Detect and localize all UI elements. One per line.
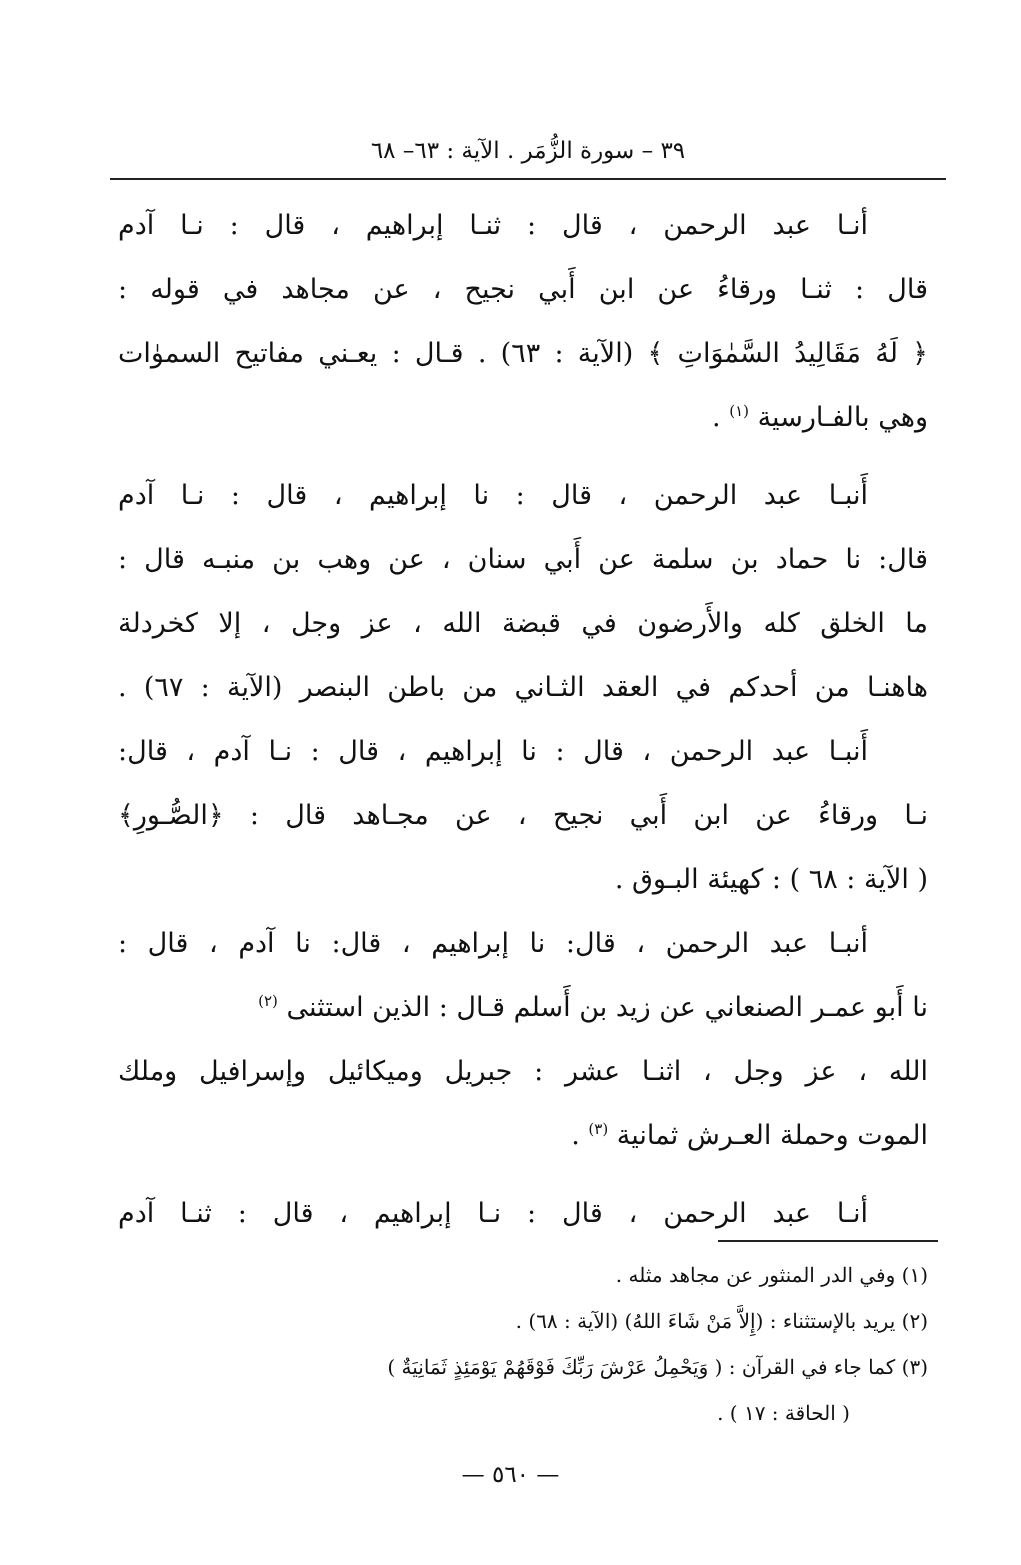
text-line [118, 1104, 928, 1168]
paragraph-gap [118, 1168, 928, 1182]
main-text [118, 194, 928, 1246]
paragraph-5 [118, 1182, 928, 1246]
text-line [118, 976, 928, 1040]
text-line: أنبـا عبد الرحمن ، قال: نا إبراهيم ، قال: نا آدم ، قال : [118, 928, 868, 959]
paragraph-2 [118, 464, 928, 720]
text-line: أنـا عبد الرحمن ، قال : ثنـا إبراهيم ، قال : نـا آدم [118, 210, 868, 241]
text-line: الله ، عز وجل ، اثنـا عشر : جبريل وميكائيل وإسرافيل وملك [118, 1056, 928, 1087]
text-fragment: الموت وحملة العـرش ثمانية [616, 1120, 928, 1151]
footnote-ref-3: (٣) [588, 1120, 609, 1138]
text-line: أَنبـا عبد الرحمن ، قال : نا إبراهيم ، قال : نـا آدم [118, 480, 868, 511]
footnote-ref-1: (١) [729, 402, 749, 420]
footnotes [110, 1252, 928, 1436]
text-line: ( الآية : ٦٨ ) : كهيئة البـوق . [614, 864, 928, 895]
text-line: أنـا عبد الرحمن ، قال : نـا إبراهيم ، قال : ثنـا آدم [118, 1198, 868, 1229]
text-line [118, 386, 928, 450]
paragraph-4 [118, 912, 928, 1168]
footnote-ref-2: (٢) [258, 992, 278, 1010]
text-line: قال: نا حماد بن سلمة عن أَبي سنان ، عن وهب بن منبـه قال : [118, 544, 928, 575]
footnote-1: (١) وفي الدر المنثور عن مجاهد مثله . [615, 1263, 928, 1287]
text-fragment: وهي بالفـارسية [757, 402, 928, 433]
footnote-3: (٣) كما جاء في القرآن : ( وَيَحْمِلُ عَرْشَ رَبِّكَ فَوْقَهُمْ يَوْمَئِذٍ ثَمَانِيَةٌ ) [387, 1355, 928, 1379]
text-fragment: نا أَبو عمـر الصنعاني عن زيد بن أَسلم قـال : الذين استثنى [286, 992, 928, 1023]
period: . [712, 402, 721, 433]
text-line: ﴿ لَهُ مَقَالِيدُ السَّمٰوَاتِ ﴾ (الآية : ٦٣) . قـال : يعـني مفاتيح السموٰات [118, 338, 928, 369]
page-number: — ٥٦٠ — [461, 1462, 560, 1488]
footnote-3-continuation: ( الحاقة : ١٧ ) . [717, 1401, 850, 1425]
text-line: قال : ثنـا ورقاءُ عن ابن أَبي نجيح ، عن مجاهد في قوله : [118, 274, 928, 305]
paragraph-gap [118, 450, 928, 464]
period: . [571, 1120, 580, 1151]
text-line: أَنبـا عبد الرحمن ، قال : نا إبراهيم ، قال : نـا آدم ، قال: [118, 736, 868, 767]
footnote-2: (٢) يريد بالإستثناء : (إِلاَّ مَنْ شَاءَ اللهُ) (الآية : ٦٨) . [515, 1309, 928, 1333]
header-rule [110, 178, 946, 180]
text-line: هاهنـا من أحدكم في العقد الثـاني من باطن البنصر (الآية : ٦٧) . [118, 672, 928, 703]
paragraph-3 [118, 720, 928, 912]
running-head: ٣٩ – سورة الزُّمَر . الآية : ٦٣– ٦٨ [370, 138, 686, 164]
paragraph-1 [118, 194, 928, 450]
footnote-rule [718, 1240, 938, 1242]
text-line: ما الخلق كله والأَرضون في قبضة الله ، عز وجل ، إلا كخردلة [118, 608, 928, 639]
text-line: نـا ورقاءُ عن ابن أَبي نجيح ، عن مجـاهد قال : ﴿الصُّـورِ﴾ [118, 800, 928, 831]
